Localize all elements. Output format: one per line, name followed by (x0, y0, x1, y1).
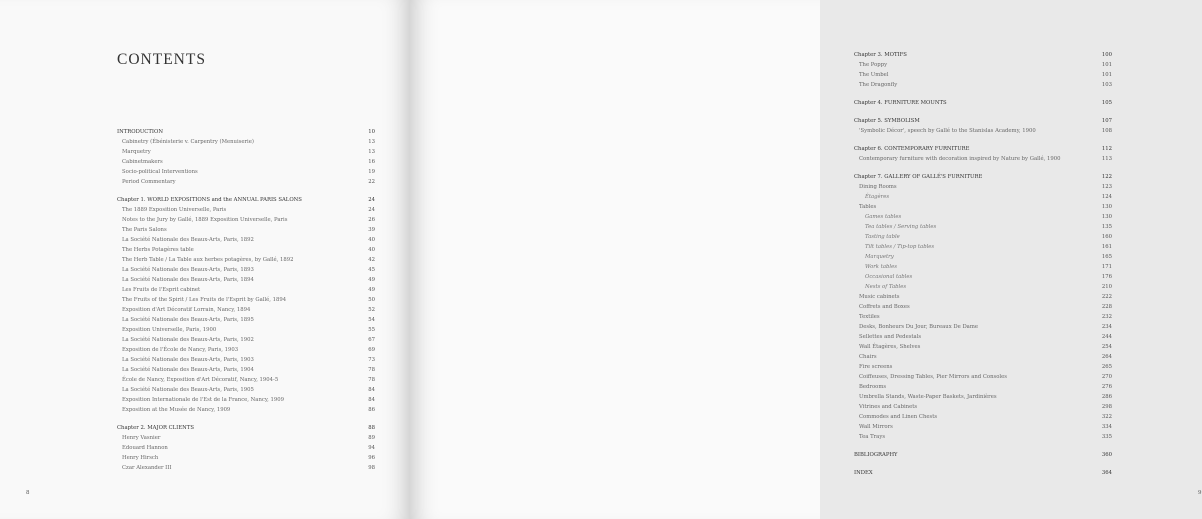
toc-entry-title: Wall Mirrors (859, 424, 893, 430)
toc-entry (854, 262, 1112, 272)
toc-entry-page: 130 (1101, 204, 1112, 210)
toc-entry-title: The Paris Salons (122, 227, 167, 233)
toc-entry-title: École de Nancy, Exposition d'Art Décoratif, Nancy, 1904-5 (122, 377, 279, 383)
toc-entry-title: La Société Nationale des Beaux-Arts, Paris, 1904 (122, 367, 254, 373)
toc-entry-title: The Umbel (859, 72, 889, 78)
page-title: CONTENTS (117, 51, 206, 68)
toc-entry-title: Czar Alexander III (122, 465, 172, 471)
toc-entry-title: Coiffeuses, Dressing Tables, Pier Mirrors and Consoles (859, 374, 1007, 380)
toc-entry-title: Marquetry (122, 149, 151, 155)
toc-entry-page: 101 (1101, 72, 1112, 78)
toc-entry-page: 234 (1101, 324, 1112, 330)
toc-entry-title: Henry Vasnier (122, 435, 161, 441)
toc-entry (117, 395, 375, 405)
toc-list-right (854, 50, 1112, 478)
toc-entry-title: Vitrines and Cabinets (859, 404, 918, 410)
toc-entry-title: La Société Nationale des Beaux-Arts, Paris, 1902 (122, 337, 254, 343)
toc-entry (117, 127, 375, 137)
toc-entry-page: 270 (1101, 374, 1112, 380)
toc-entry-page: 276 (1101, 384, 1112, 390)
toc-entry (117, 137, 375, 147)
toc-entry (117, 335, 375, 345)
toc-entry (854, 282, 1112, 292)
toc-entry (117, 345, 375, 355)
toc-entry-page: 298 (1101, 404, 1112, 410)
toc-entry-title: Exposition at the Musée de Nancy, 1909 (122, 407, 231, 413)
toc-entry (854, 60, 1112, 70)
toc-entry-page: 49 (368, 287, 375, 293)
toc-entry (117, 295, 375, 305)
toc-entry-page: 265 (1101, 364, 1112, 370)
toc-entry (117, 365, 375, 375)
toc-entry-title: Contemporary furniture with decoration inspired by Nature by Gallé, 1900 (859, 156, 1061, 162)
toc-entry-page: 13 (368, 139, 375, 145)
toc-entry (117, 443, 375, 453)
toc-entry-page: 286 (1101, 394, 1112, 400)
toc-entry-title: Les Fruits de l'Esprit cabinet (122, 287, 201, 293)
toc-entry-title: INDEX (854, 470, 873, 476)
toc-entry-page: 123 (1101, 184, 1112, 190)
toc-entry (854, 372, 1112, 382)
toc-entry-page: 49 (368, 277, 375, 283)
toc-entry-title: Chapter 7. GALLERY OF GALLÉ'S FURNITURE (854, 174, 983, 180)
toc-entry-page: 19 (368, 169, 375, 175)
toc-entry-title: Commodes and Linen Chests (859, 414, 938, 420)
toc-entry-title: Chapter 1. WORLD EXPOSITIONS and the ANNUAL PARIS SALONS (117, 197, 302, 203)
toc-entry-title: Umbrella Stands, Waste-Paper Baskets, Jardinières (859, 394, 997, 400)
toc-entry-title: The Poppy (859, 62, 888, 68)
toc-entry (854, 242, 1112, 252)
toc-entry-page: 165 (1101, 254, 1112, 260)
toc-entry-page: 88 (368, 425, 375, 431)
toc-entry-title: Fire screens (859, 364, 893, 370)
toc-entry-title: La Société Nationale des Beaux-Arts, Paris, 1905 (122, 387, 254, 393)
toc-entry-title: Tables (859, 204, 877, 210)
toc-entry-page: 52 (368, 307, 375, 313)
toc-entry-title: Music cabinets (859, 294, 900, 300)
toc-entry-page: 112 (1101, 146, 1112, 152)
toc-entry-title: La Société Nationale des Beaux-Arts, Paris, 1895 (122, 317, 254, 323)
toc-entry-title: Exposition d'Art Décoratif Lorrain, Nancy, 1894 (122, 307, 251, 313)
toc-entry-title: Edouard Hannon (122, 445, 168, 451)
toc-entry (854, 172, 1112, 182)
toc-entry-page: 24 (368, 207, 375, 213)
toc-entry-title: Notes to the Jury by Gallé, 1889 Exposition Universelle, Paris (122, 217, 288, 223)
toc-entry (117, 245, 375, 255)
toc-entry-page: 89 (368, 435, 375, 441)
toc-entry-page: 101 (1101, 62, 1112, 68)
toc-entry-title: Nests of Tables (865, 284, 907, 290)
toc-entry-page: 122 (1101, 174, 1112, 180)
toc-entry-title: The 1889 Exposition Universelle, Paris (122, 207, 227, 213)
toc-entry (117, 235, 375, 245)
toc-entry-title: Chapter 3. MOTIFS (854, 52, 907, 58)
toc-entry-page: 50 (368, 297, 375, 303)
toc-entry (854, 302, 1112, 312)
toc-entry (854, 252, 1112, 262)
toc-entry-page: 78 (368, 377, 375, 383)
toc-entry-page: 40 (368, 237, 375, 243)
toc-entry-title: Tea tables / Serving tables (865, 224, 937, 230)
toc-entry (854, 432, 1112, 442)
toc-entry-page: 22 (368, 179, 375, 185)
toc-entry (854, 98, 1112, 108)
toc-entry-page: 84 (368, 397, 375, 403)
toc-entry-page: 171 (1101, 264, 1112, 270)
toc-entry (854, 192, 1112, 202)
toc-entry-page: 96 (368, 455, 375, 461)
toc-entry-title: The Fruits of the Spirit / Les Fruits de l'Esprit by Gallé, 1894 (122, 297, 287, 303)
toc-entry-page: 108 (1101, 128, 1112, 134)
toc-entry-title: Chapter 2. MAJOR CLIENTS (117, 425, 194, 431)
toc-entry-page: 13 (368, 149, 375, 155)
toc-entry-page: 86 (368, 407, 375, 413)
toc-entry (854, 342, 1112, 352)
toc-entry-title: Henry Hirsch (122, 455, 159, 461)
toc-entry-page: 335 (1101, 434, 1112, 440)
toc-entry-title: Sellettes and Pedestals (859, 334, 922, 340)
toc-entry (854, 232, 1112, 242)
toc-entry (854, 50, 1112, 60)
toc-entry (854, 272, 1112, 282)
toc-entry (854, 352, 1112, 362)
toc-entry-title: 'Symbolic Décor', speech by Gallé to the Stanislas Academy, 1900 (859, 128, 1036, 134)
toc-entry-page: 105 (1101, 100, 1112, 106)
toc-entry-page: 103 (1101, 82, 1112, 88)
toc-list-left (117, 127, 375, 473)
toc-entry (117, 305, 375, 315)
toc-entry (117, 265, 375, 275)
toc-entry-title: La Société Nationale des Beaux-Arts, Paris, 1903 (122, 357, 254, 363)
toc-entry-title: Tea Trays (859, 434, 886, 440)
toc-entry-page: 322 (1101, 414, 1112, 420)
toc-entry (854, 292, 1112, 302)
toc-entry-page: 210 (1101, 284, 1112, 290)
toc-entry-title: Games tables (865, 214, 902, 220)
toc-entry (117, 423, 375, 433)
toc-entry-title: Tasting table (865, 234, 900, 240)
toc-entry (854, 412, 1112, 422)
toc-entry-title: La Société Nationale des Beaux-Arts, Paris, 1893 (122, 267, 254, 273)
toc-entry (854, 144, 1112, 154)
toc-entry (117, 285, 375, 295)
toc-entry-page: 176 (1101, 274, 1112, 280)
toc-entry-page: 135 (1101, 224, 1112, 230)
toc-entry-page: 69 (368, 347, 375, 353)
toc-entry-title: Tilt tables / Tip-top tables (865, 244, 935, 250)
toc-entry-title: Wall Étagères, Shelves (859, 344, 921, 350)
toc-entry-page: 24 (368, 197, 375, 203)
toc-entry (117, 275, 375, 285)
toc-entry-page: 94 (368, 445, 375, 451)
toc-entry-title: BIBLIOGRAPHY (854, 452, 898, 458)
toc-entry-title: Chairs (859, 354, 877, 360)
toc-entry-page: 364 (1101, 470, 1112, 476)
toc-entry (117, 255, 375, 265)
toc-entry (117, 195, 375, 205)
right-page (410, 0, 1202, 519)
toc-entry-title: Étagères (865, 194, 890, 200)
toc-entry (117, 157, 375, 167)
toc-entry (117, 315, 375, 325)
toc-entry-page: 84 (368, 387, 375, 393)
toc-entry-page: 160 (1101, 234, 1112, 240)
toc-entry (117, 453, 375, 463)
toc-entry (117, 205, 375, 215)
toc-entry (854, 126, 1112, 136)
toc-entry (117, 433, 375, 443)
toc-entry (854, 182, 1112, 192)
toc-entry-title: Work tables (865, 264, 897, 270)
toc-entry (854, 468, 1112, 478)
toc-entry-page: 39 (368, 227, 375, 233)
toc-entry-title: The Dragonfly (859, 82, 898, 88)
toc-entry (854, 382, 1112, 392)
toc-entry (854, 322, 1112, 332)
page-number-right: 9 (1198, 490, 1202, 496)
page-number-left: 8 (26, 490, 30, 496)
toc-entry-title: Period Commentary (122, 179, 176, 185)
toc-entry-title: The Herbs Potagères table (122, 247, 194, 253)
toc-entry-page: 26 (368, 217, 375, 223)
toc-entry-page: 124 (1101, 194, 1112, 200)
left-page (0, 0, 410, 519)
toc-entry-page: 113 (1101, 156, 1112, 162)
toc-entry-page: 98 (368, 465, 375, 471)
toc-entry (854, 332, 1112, 342)
toc-entry (854, 450, 1112, 460)
toc-entry (117, 405, 375, 415)
toc-entry-page: 130 (1101, 214, 1112, 220)
toc-entry-title: Bedrooms (859, 384, 887, 390)
toc-entry-page: 334 (1101, 424, 1112, 430)
toc-entry (854, 80, 1112, 90)
toc-entry-title: La Société Nationale des Beaux-Arts, Paris, 1892 (122, 237, 254, 243)
toc-entry-page: 54 (368, 317, 375, 323)
toc-entry-page: 360 (1101, 452, 1112, 458)
toc-entry (117, 355, 375, 365)
toc-entry-title: Exposition Internationale de l'Est de la France, Nancy, 1909 (122, 397, 284, 403)
toc-entry (117, 385, 375, 395)
toc-entry-page: 107 (1101, 118, 1112, 124)
toc-entry (854, 154, 1112, 164)
toc-entry-page: 16 (368, 159, 375, 165)
toc-entry-title: La Société Nationale des Beaux-Arts, Paris, 1894 (122, 277, 254, 283)
toc-entry (117, 375, 375, 385)
toc-entry-page: 55 (368, 327, 375, 333)
toc-entry-title: The Herb Table / La Table aux herbes potagères, by Gallé, 1892 (122, 257, 294, 263)
toc-entry (117, 147, 375, 157)
toc-entry (854, 70, 1112, 80)
toc-entry (854, 392, 1112, 402)
toc-entry-page: 78 (368, 367, 375, 373)
toc-entry-title: Coffrets and Boxes (859, 304, 910, 310)
toc-entry-title: Cabinetmakers (122, 159, 163, 165)
toc-entry-title: Socio-political Interventions (122, 169, 198, 175)
toc-entry (117, 215, 375, 225)
toc-entry-title: Exposition Universelle, Paris, 1900 (122, 327, 217, 333)
toc-entry (854, 116, 1112, 126)
toc-entry (117, 167, 375, 177)
toc-entry (854, 222, 1112, 232)
toc-entry-page: 264 (1101, 354, 1112, 360)
toc-entry (854, 202, 1112, 212)
toc-entry-title: Chapter 4. FURNITURE MOUNTS (854, 100, 947, 106)
toc-entry (854, 362, 1112, 372)
toc-entry-page: 232 (1101, 314, 1112, 320)
toc-entry-title: INTRODUCTION (117, 129, 163, 135)
toc-entry-title: Chapter 5. SYMBOLISM (854, 118, 920, 124)
toc-entry-page: 254 (1101, 344, 1112, 350)
toc-entry-page: 67 (368, 337, 375, 343)
toc-entry (117, 325, 375, 335)
toc-entry-page: 40 (368, 247, 375, 253)
toc-entry (854, 312, 1112, 322)
toc-entry-title: Exposition de l'École de Nancy, Paris, 1903 (122, 347, 239, 353)
toc-entry-title: Marquetry (865, 254, 894, 260)
toc-entry-page: 45 (368, 267, 375, 273)
toc-entry-page: 10 (368, 129, 375, 135)
toc-entry-title: Occasional tables (865, 274, 913, 280)
toc-entry-page: 73 (368, 357, 375, 363)
toc-entry (854, 422, 1112, 432)
toc-entry (854, 212, 1112, 222)
toc-entry (117, 177, 375, 187)
toc-entry-page: 222 (1101, 294, 1112, 300)
toc-entry-title: Cabinetry (Ébénisterie v. Carpentry (Menuiserie) (122, 139, 254, 145)
toc-entry-page: 228 (1101, 304, 1112, 310)
toc-entry-page: 100 (1101, 52, 1112, 58)
toc-entry-title: Chapter 6. CONTEMPORARY FURNITURE (854, 146, 970, 152)
toc-entry-title: Textiles (859, 314, 880, 320)
toc-entry-title: Desks, Bonheurs Du Jour, Bureaux De Dame (859, 324, 979, 330)
toc-entry-title: Dining Rooms (859, 184, 897, 190)
toc-entry (117, 463, 375, 473)
toc-entry (854, 402, 1112, 412)
toc-entry-page: 42 (368, 257, 375, 263)
toc-entry (117, 225, 375, 235)
toc-entry-page: 161 (1101, 244, 1112, 250)
toc-entry-page: 244 (1101, 334, 1112, 340)
